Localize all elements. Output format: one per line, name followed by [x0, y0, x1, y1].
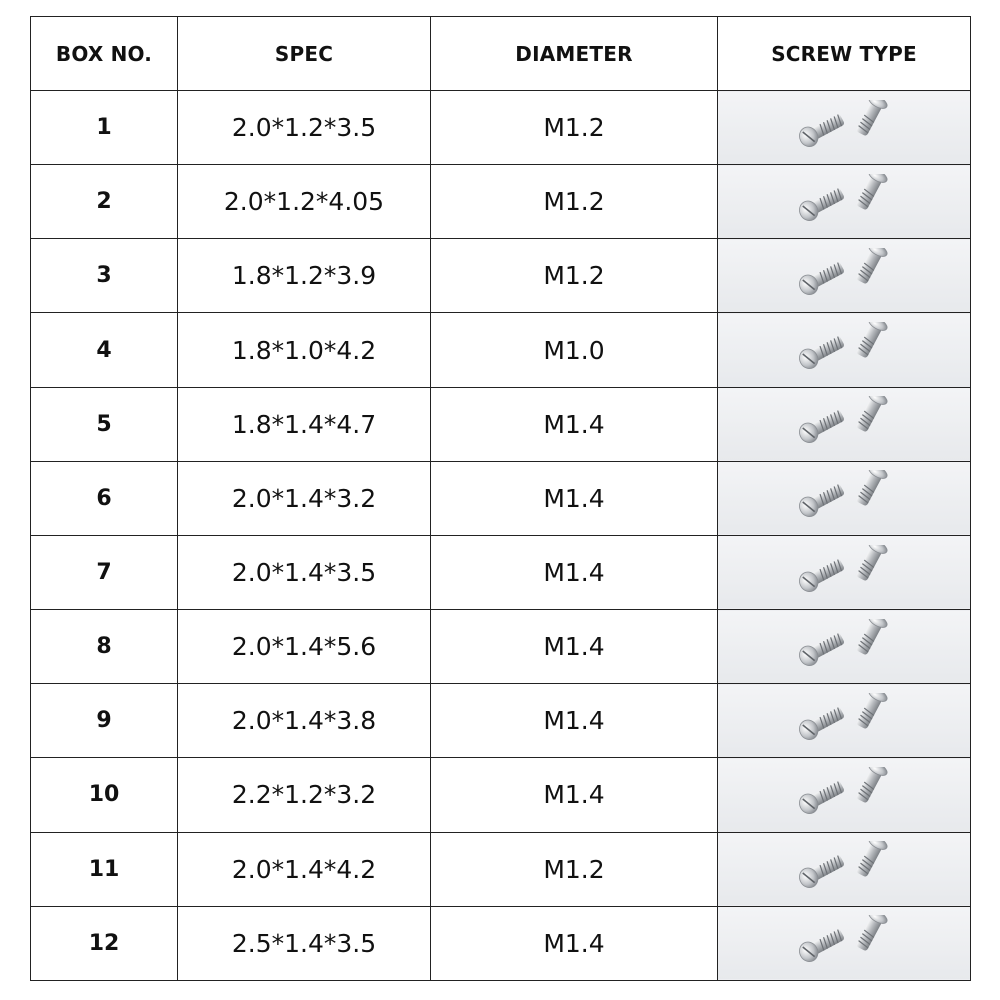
screw-type-cell	[718, 165, 971, 239]
diameter-cell: M1.2	[431, 165, 718, 239]
spec-cell: 1.8*1.0*4.2	[178, 313, 431, 387]
box-number-cell: 11	[31, 832, 178, 906]
screw-type-cell	[718, 906, 971, 980]
box-number-cell: 3	[31, 239, 178, 313]
screw-type-cell	[718, 758, 971, 832]
diameter-cell: M1.4	[431, 387, 718, 461]
diameter-cell: M1.0	[431, 313, 718, 387]
box-number-cell: 9	[31, 684, 178, 758]
box-number-cell: 12	[31, 906, 178, 980]
screw-pair-icon	[784, 174, 904, 230]
screw-pair-icon	[784, 693, 904, 749]
screw-type-cell	[718, 832, 971, 906]
screw-pair-icon	[784, 100, 904, 156]
table-row	[31, 313, 971, 387]
screw-type-cell	[718, 610, 971, 684]
diameter-cell: M1.4	[431, 535, 718, 609]
screw-spec-table	[30, 16, 971, 981]
spec-cell: 2.5*1.4*3.5	[178, 906, 431, 980]
box-number-cell: 2	[31, 165, 178, 239]
screw-pair-icon	[784, 322, 904, 378]
spec-cell: 2.0*1.4*3.8	[178, 684, 431, 758]
table-row	[31, 684, 971, 758]
screw-type-cell	[718, 387, 971, 461]
table-row	[31, 906, 971, 980]
table-row	[31, 832, 971, 906]
screw-pair-icon	[784, 545, 904, 601]
screw-type-cell	[718, 91, 971, 165]
diameter-cell: M1.4	[431, 906, 718, 980]
spec-cell: 2.0*1.2*3.5	[178, 91, 431, 165]
table-row	[31, 165, 971, 239]
screw-type-cell	[718, 313, 971, 387]
diameter-cell: M1.2	[431, 832, 718, 906]
diameter-cell: M1.2	[431, 91, 718, 165]
screw-pair-icon	[784, 396, 904, 452]
table-row	[31, 91, 971, 165]
screw-pair-icon	[784, 619, 904, 675]
spec-cell: 1.8*1.4*4.7	[178, 387, 431, 461]
screw-pair-icon	[784, 767, 904, 823]
box-number-cell: 1	[31, 91, 178, 165]
diameter-cell: M1.4	[431, 610, 718, 684]
screw-pair-icon	[784, 248, 904, 304]
screw-pair-icon	[784, 915, 904, 971]
table-row	[31, 461, 971, 535]
table-row	[31, 239, 971, 313]
diameter-cell: M1.4	[431, 758, 718, 832]
box-number-cell: 6	[31, 461, 178, 535]
spec-cell: 2.0*1.2*4.05	[178, 165, 431, 239]
box-number-cell: 8	[31, 610, 178, 684]
header-spec: SPEC	[178, 17, 431, 91]
screw-pair-icon	[784, 841, 904, 897]
screw-pair-icon	[784, 470, 904, 526]
header-diameter: DIAMETER	[431, 17, 718, 91]
spec-cell: 2.0*1.4*5.6	[178, 610, 431, 684]
table-row	[31, 758, 971, 832]
screw-type-cell	[718, 461, 971, 535]
diameter-cell: M1.4	[431, 684, 718, 758]
spec-cell: 2.2*1.2*3.2	[178, 758, 431, 832]
box-number-cell: 10	[31, 758, 178, 832]
spec-cell: 2.0*1.4*4.2	[178, 832, 431, 906]
header-box-no: BOX NO.	[31, 17, 178, 91]
box-number-cell: 4	[31, 313, 178, 387]
diameter-cell: M1.2	[431, 239, 718, 313]
screw-type-cell	[718, 535, 971, 609]
spec-cell: 1.8*1.2*3.9	[178, 239, 431, 313]
box-number-cell: 5	[31, 387, 178, 461]
table-row	[31, 387, 971, 461]
header-row	[31, 17, 971, 91]
box-number-cell: 7	[31, 535, 178, 609]
table-row	[31, 535, 971, 609]
spec-cell: 2.0*1.4*3.2	[178, 461, 431, 535]
header-screw-type: SCREW TYPE	[718, 17, 971, 91]
spec-cell: 2.0*1.4*3.5	[178, 535, 431, 609]
screw-type-cell	[718, 239, 971, 313]
diameter-cell: M1.4	[431, 461, 718, 535]
screw-type-cell	[718, 684, 971, 758]
table-row	[31, 610, 971, 684]
